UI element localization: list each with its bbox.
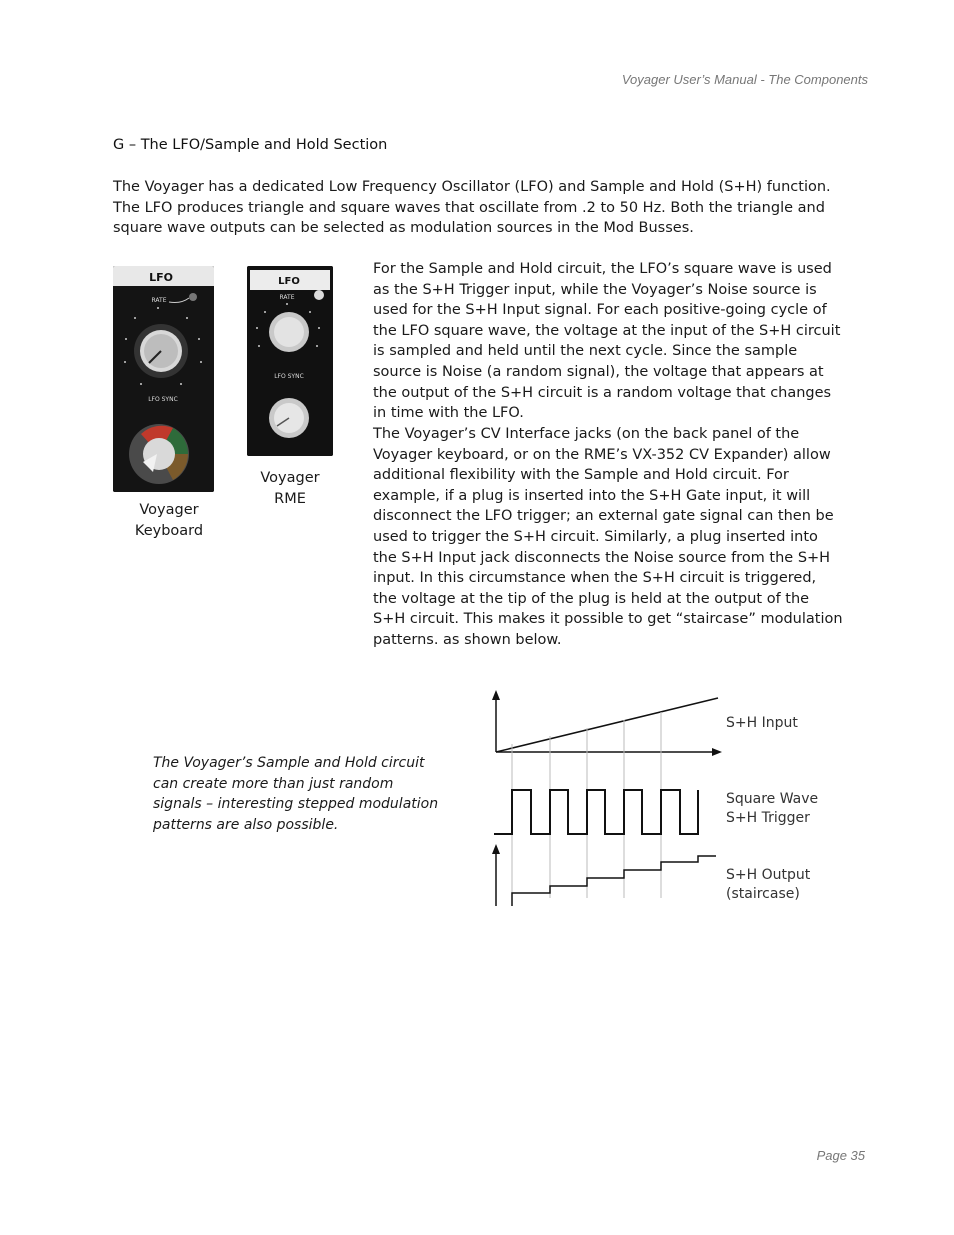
rme-caption-line2: RME xyxy=(274,490,306,507)
figure-caption: The Voyager’s Sample and Hold circuit can create more than just random signals – interesting stepped modulation patterns are also possible. xyxy=(153,755,439,833)
sample-hold-diagram xyxy=(488,688,828,912)
kb-lfo-label: LFO xyxy=(149,271,173,284)
running-header: Voyager User’s Manual - The Components xyxy=(621,72,868,87)
body-paragraph-1: For the Sample and Hold circuit, the LFO’s square wave is used as the S+H Trigger input, while the Voyager’s Noise source is used for the S+H Input signal. For each positive-going cycle of the LFO square wave, the voltage at the input of the S+H circuit is sampled and held until the next cycle. Since the sample source is Noise (a random signal), the voltage that appears at the output of the S+H circuit is a random voltage that changes in time with the LFO. xyxy=(373,261,841,422)
intro-paragraph: The Voyager has a dedicated Low Frequency Oscillator (LFO) and Sample and Hold (S+H) function. The LFO produces triangle and square waves that oscillate from .2 to 50 Hz. Both the triangle and square wave outputs can be selected as modulation sources in the Mod Busses. xyxy=(113,179,831,237)
voyager-keyboard-lfo-panel-image xyxy=(113,266,214,492)
page-number: Page 35 xyxy=(816,1148,865,1163)
rme-caption-line1: Voyager xyxy=(260,470,320,486)
voyager-rme-lfo-panel-image xyxy=(247,266,333,456)
keyboard-caption xyxy=(113,500,225,541)
label-sh-output: S+H Output xyxy=(726,867,811,883)
label-square-wave: Square Wave xyxy=(726,791,819,807)
section-title: G – The LFO/Sample and Hold Section xyxy=(113,137,388,153)
rme-lfo-label: LFO xyxy=(278,276,300,287)
label-staircase: (staircase) xyxy=(726,886,800,902)
rme-sync-label: LFO SYNC xyxy=(274,373,304,380)
rme-caption xyxy=(237,468,343,509)
keyboard-caption-line2: Keyboard xyxy=(134,522,204,539)
label-sh-trigger: S+H Trigger xyxy=(726,810,810,826)
kb-sync-label: LFO SYNC xyxy=(148,396,178,403)
rme-rate-label: RATE xyxy=(279,294,295,301)
body-paragraph-2: The Voyager’s CV Interface jacks (on the back panel of the Voyager keyboard, or on the RME’s VX-352 CV Expander) allow additional flexibility with the Sample and Hold circuit. For example, if a plug is inserted into the S+H Gate input, it will disconnect the LFO trigger; an external gate signal can then be used to trigger the S+H circuit. Similarly, a plug inserted into the S+H Input jack disconnects the Noise source from the S+H input. In this circumstance when the S+H circuit is triggered, the voltage at the tip of the plug is held at the output of the S+H circuit. This makes it possible to get “staircase” modulation patterns. as shown below. xyxy=(373,426,843,648)
kb-rate-label: RATE xyxy=(151,297,167,304)
keyboard-caption-line1: Voyager xyxy=(139,502,199,518)
label-sh-input: S+H Input xyxy=(726,715,798,731)
